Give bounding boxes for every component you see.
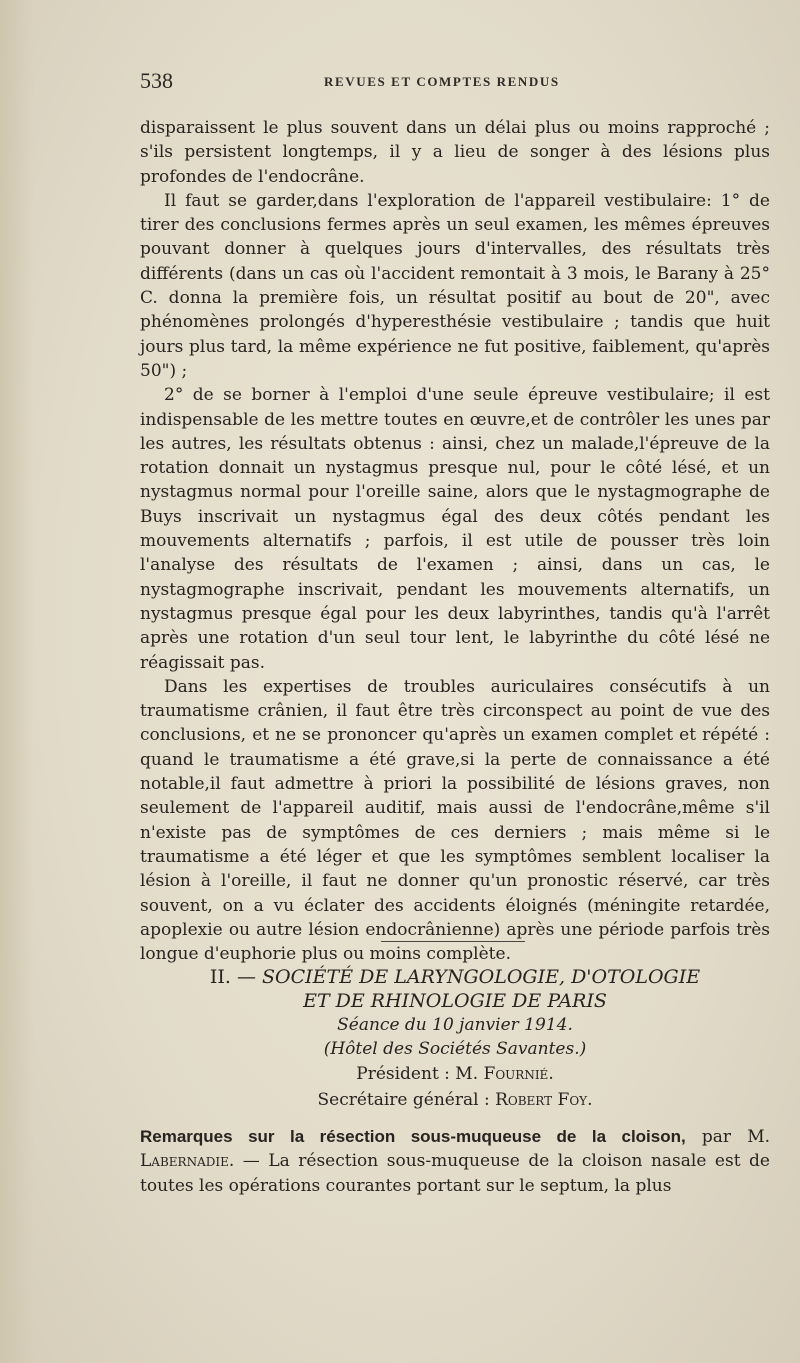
section-divider	[381, 941, 525, 942]
president-line	[140, 1061, 770, 1087]
page-header	[140, 68, 770, 98]
paragraph-2: Il faut se garder,dans l'exploration de l'appareil vestibulaire: 1° de tirer des conclusions fermes après un seul examen, les mêmes épreuves pouvant donner à quelques jours d'intervalles, des résultats très différents (dans un cas où l'accident remontait à 3 mois, le Barany à 25° C. donna la première fois, un résultat positif au bout de 20", avec phénomènes prolongés d'hyperesthésie vestibulaire ; tandis que huit jours plus tard, la même expérience ne fut positive, faiblement, qu'après 50") ;	[140, 190, 770, 381]
president-label: Président : M.	[356, 1064, 479, 1084]
section-number: II. —	[209, 966, 256, 988]
section-heading	[140, 965, 770, 1113]
article-start	[140, 1125, 770, 1198]
article-text: — La résection sous-muqueuse de la cloison nasale est de toutes les opérations courantes portant sur le septum, la plus	[140, 1151, 770, 1196]
page-number: 538	[140, 68, 173, 93]
article-heading: Remarques sur la résection sous-muqueuse de la cloison,	[140, 1127, 686, 1146]
article-by: par M.	[701, 1127, 770, 1147]
society-title-line-1	[140, 965, 770, 989]
secretary-name: Robert Foy.	[495, 1090, 593, 1110]
page-edge-shadow	[0, 0, 34, 1363]
paragraph-3: 2° de se borner à l'emploi d'une seule épreuve vestibulaire; il est indispensable de les mettre toutes en œuvre,et de contrôler les unes par les autres, les résultats obtenus : ainsi, chez un malade,l'épreuve de la rotation donnait un nystagmus presque nul, pour le côté lésé, et un nystagmus normal pour l'oreille saine, alors que le nystagmographe de Buys inscrivait un nystagmus égal des deux côtés pendant les mouvements alternatifs ; parfois, il est utile de pousser très loin l'analyse des résultats de l'examen ; ainsi, dans un cas, le nystagmographe inscrivait, pendant les mouvements alternatifs, un nystagmus presque égal pour les deux labyrinthes, tandis qu'à l'arrêt après une rotation d'un seul tour lent, le labyrinthe du côté lésé ne réagissait pas.	[140, 385, 770, 673]
secretary-label: Secrétaire général :	[317, 1090, 490, 1110]
body-text	[140, 116, 770, 966]
paragraph-4: Dans les expertises de troubles auriculaires consécutifs à un traumatisme crânien, il faut être très circonspect au point de vue des conclusions, et ne se prononcer qu'après un examen complet et répété : quand le traumatisme a été grave,si la perte de connaissance a été notable,il faut admettre à priori la possibilité de lésions graves, non seulement de l'appareil auditif, mais aussi de l'endocrâne,même s'il n'existe pas de symptômes de ces derniers ; mais même si le traumatisme a été léger et que les symptômes semblent localiser la lésion à l'oreille, il faut ne donner qu'un pronostic réservé, car très souvent, on a vu éclater des accidents éloignés (méningite retardée, apoplexie ou autre lésion endocrânienne) après une période parfois très longue d'euphorie plus ou moins complète.	[140, 676, 770, 965]
secretary-line	[140, 1087, 770, 1113]
session-date: Séance du 10 janvier 1914.	[337, 1015, 573, 1035]
article-author: Labernadie.	[140, 1151, 235, 1172]
society-title-line-2: ET DE RHINOLOGIE DE PARIS	[303, 990, 607, 1012]
paragraph-1: disparaissent le plus souvent dans un délai plus ou moins rapproché ; s'ils persistent longtemps, il y a lieu de songer à des lésions plus profondes de l'endocrâne.	[140, 118, 770, 187]
running-head: REVUES ET COMPTES RENDUS	[324, 74, 560, 89]
president-name: Fournié.	[483, 1064, 554, 1084]
society-name-part-1: SOCIÉTÉ DE LARYNGOLOGIE, D'OTOLOGIE	[262, 966, 701, 988]
session-venue: (Hôtel des Sociétés Savantes.)	[323, 1039, 587, 1059]
